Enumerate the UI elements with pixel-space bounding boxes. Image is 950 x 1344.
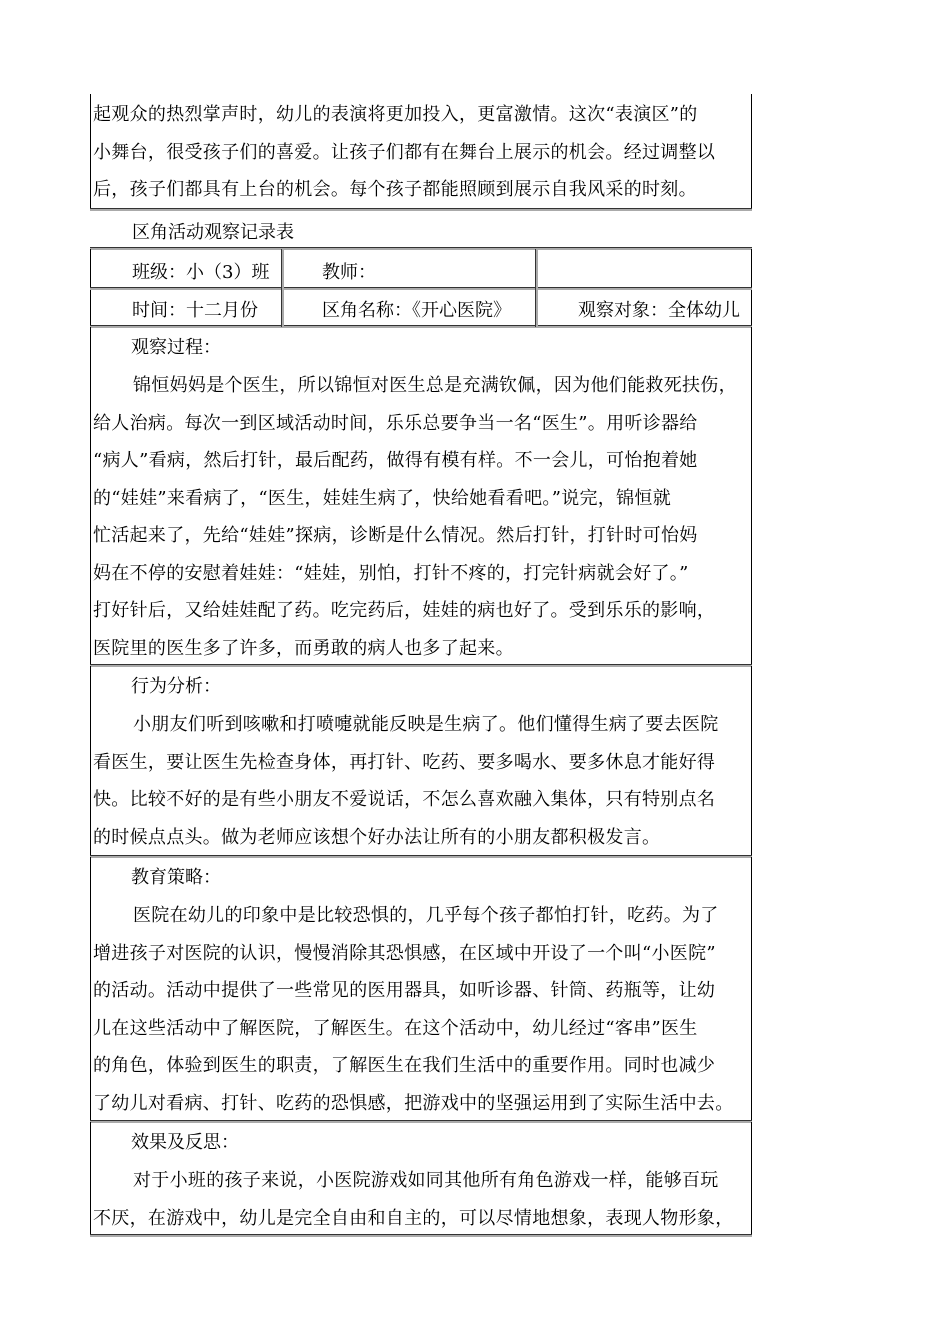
text-line: 小舞台，很受孩子们的喜爱。让孩子们都有在舞台上展示的机会。经过调整以 <box>93 141 716 163</box>
corner-name-cell: 区角名称：《开心医院》 <box>322 300 511 321</box>
observation-target-cell: 观察对象：全体幼儿 <box>578 300 740 321</box>
section-heading: 行为分析： <box>131 676 221 697</box>
class-cell: 班级：小（3）班 <box>132 262 270 283</box>
divider <box>90 208 752 211</box>
text-line: 的活动。活动中提供了一些常见的医用器具，如听诊器、针筒、药瓶等，让幼 <box>93 980 716 1001</box>
text-line: 小朋友们听到咳嗽和打喷嚏就能反映是生病了。他们懂得生病了要去医院 <box>133 714 719 735</box>
text-line: 对于小班的孩子来说，小医院游戏如同其他所有角色游戏一样，能够百玩 <box>133 1170 719 1191</box>
column-divider <box>281 249 284 327</box>
analysis-section <box>90 666 752 856</box>
text-line: 不厌，在游戏中，幼儿是完全自由和自主的，可以尽情地想象，表现人物形象， <box>93 1207 734 1229</box>
top-section-text <box>91 94 751 209</box>
text-line: 锦恒妈妈是个医生，所以锦恒对医生总是充满钦佩，因为他们能救死扶伤， <box>133 375 737 396</box>
table-caption: 区角活动观察记录表 <box>132 222 294 243</box>
strategy-text <box>91 897 751 1122</box>
section-heading: 观察过程： <box>131 337 221 358</box>
column-divider <box>535 249 538 327</box>
time-cell: 时间：十二月份 <box>132 300 258 321</box>
text-line: 的时候点点头。做为老师应该想个好办法让所有的小朋友都积极发言。 <box>93 826 661 848</box>
analysis-text <box>91 706 751 856</box>
section-heading: 教育策略： <box>131 867 221 888</box>
reflection-section <box>90 1122 752 1236</box>
text-line: 医院在幼儿的印象中是比较恐惧的，几乎每个孩子都怕打针，吃药。为了 <box>133 905 719 926</box>
text-line: 了幼儿对看病、打针、吃药的恐惧感，把游戏中的坚强运用到了实际生活中去。 <box>93 1092 734 1114</box>
text-line: 起观众的热烈掌声时，幼儿的表演将更加投入，更富激情。这次“表演区”的 <box>93 104 698 125</box>
teacher-cell: 教师： <box>322 262 376 283</box>
text-line: 医院里的医生多了许多，而勇敢的病人也多了起来。 <box>93 637 514 659</box>
reflection-text <box>91 1162 751 1237</box>
text-line: 妈在不停的安慰着娃娃：“娃娃，别怕，打针不疼的，打完针病就会好了。” <box>93 562 689 584</box>
text-line: 打好针后，又给娃娃配了药。吃完药后，娃娃的病也好了。受到乐乐的影响， <box>93 600 716 621</box>
text-line: 快。比较不好的是有些小朋友不爱说话，不怎么喜欢融入集体，只有特别点名 <box>93 789 716 810</box>
strategy-section <box>90 857 752 1121</box>
text-line: 的角色，体验到医生的职责，了解医生在我们生活中的重要作用。同时也减少 <box>93 1055 716 1076</box>
text-line: 儿在这些活动中了解医院，了解医生。在这个活动中，幼儿经过“客串”医生 <box>93 1017 698 1039</box>
text-line: 看医生，要让医生先检查身体，再打针、吃药、要多喝水、要多休息才能好得 <box>93 751 716 773</box>
text-line: 忙活起来了，先给“娃娃”探病，诊断是什么情况。然后打针，打针时可怡妈 <box>93 525 698 546</box>
divider <box>90 1234 752 1237</box>
text-line: 给人治病。每次一到区域活动时间，乐乐总要争当一名“医生”。用听诊器给 <box>93 412 698 434</box>
text-line: 后，孩子们都具有上台的机会。每个孩子都能照顾到展示自我风采的时刻。 <box>93 179 697 200</box>
top-section-box <box>90 94 752 210</box>
observation-text <box>91 367 751 667</box>
text-line: 的“娃娃”来看病了，“医生，娃娃生病了，快给她看看吧。”说完，锦恒就 <box>93 487 672 509</box>
divider <box>90 287 752 290</box>
text-line: “病人”看病，然后打针，最后配药，做得有模有样。不一会儿，可怡抱着她 <box>93 450 698 471</box>
observation-section <box>90 327 752 665</box>
text-line: 增进孩子对医院的认识，慢慢消除其恐惧感，在区域中开设了一个叫“小医院” <box>93 942 716 964</box>
section-heading: 效果及反思： <box>131 1132 239 1153</box>
